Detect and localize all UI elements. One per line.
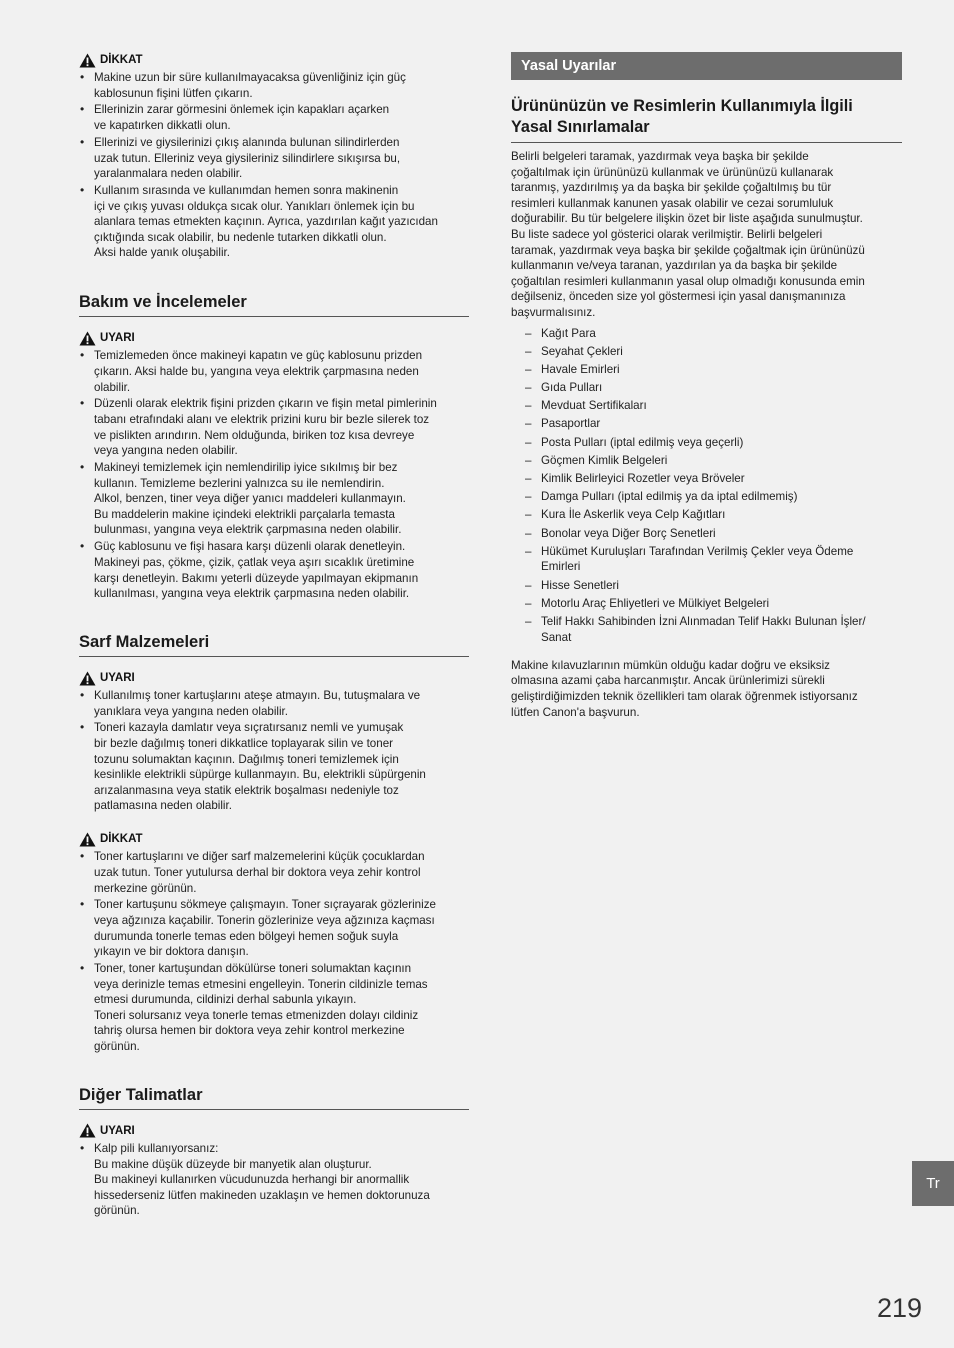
text-line: – Kura İle Askerlik veya Celp Kağıtları bbox=[541, 508, 726, 522]
text-line: – Hükümet Kuruluşları Tarafından Verilmiş Çekler veya Ödeme bbox=[541, 544, 854, 558]
text-line: – Motorlu Araç Ehliyetleri ve Mülkiyet Belgeleri bbox=[541, 596, 770, 610]
text-line: • Makine uzun bir süre kullanılmayacaksa güvenliğiniz için güç bbox=[94, 71, 406, 84]
restricted-documents-list bbox=[511, 326, 902, 646]
list-item bbox=[79, 961, 469, 1055]
text-line: çıktığında sıcak olabilir, bu nedenle tutarken dikkatli olun. bbox=[94, 230, 387, 244]
text-line: • Ellerinizin zarar görmesini önlemek için kapakları açarken bbox=[94, 103, 390, 117]
text-line: Bu maddelerin makine içindeki elektrikli parçalarla temasta bbox=[94, 507, 395, 521]
text-line: etmesi durumunda, cildinizi derhal sabunla yıkayın. bbox=[94, 993, 357, 1007]
text-line: alanlara temas etmekten kaçının. Ayrıca, yazdırılan kağıt yazıcıdan bbox=[94, 215, 438, 229]
caution-list bbox=[79, 70, 469, 261]
text-line: – Kimlik Belirleyici Rozetler veya Bröveler bbox=[541, 472, 745, 486]
warning-triangle-icon bbox=[79, 671, 96, 686]
section-title-other: Diğer Talimatlar bbox=[79, 1086, 469, 1110]
text-line: lütfen Canon'a başvurun. bbox=[511, 705, 640, 719]
text-line: kullanılması, yangına veya elektrik çarpmasına neden olabilir. bbox=[94, 587, 410, 601]
text-line: • Ellerinizi ve giysilerinizi çıkış alanında bulunan silindirlerden bbox=[94, 135, 400, 149]
text-line: – Pasaportlar bbox=[541, 417, 601, 431]
list-item bbox=[79, 70, 469, 101]
text-line: • Güç kablosunu ve fişi hasara karşı düzenli olarak denetleyin. bbox=[94, 540, 406, 554]
warning-label: UYARI bbox=[100, 1124, 135, 1137]
warning-block-maintenance bbox=[79, 330, 469, 601]
text-line: • Kalp pili kullanıyorsanız: bbox=[94, 1141, 219, 1155]
text-line: Aksi halde yanık oluşabilir. bbox=[94, 246, 230, 260]
text-line: veya yangına neden olabilir. bbox=[94, 444, 238, 458]
list-item bbox=[79, 102, 469, 133]
legal-intro bbox=[511, 149, 902, 321]
legal-closing bbox=[511, 658, 902, 720]
warning-list bbox=[79, 688, 469, 814]
text-line: – Kağıt Para bbox=[541, 326, 596, 340]
warning-header bbox=[79, 1123, 469, 1139]
text-line: yaralanmalara neden olabilir. bbox=[94, 167, 243, 181]
warning-label: UYARI bbox=[100, 672, 135, 684]
warning-header bbox=[79, 670, 469, 686]
list-item bbox=[79, 396, 469, 458]
text-line: • Kullanılmış toner kartuşlarını ateşe atmayın. Bu, tutuşmalara ve bbox=[94, 689, 421, 702]
list-item bbox=[511, 507, 902, 523]
list-item bbox=[511, 435, 902, 451]
section-banner: Yasal Uyarılar bbox=[511, 52, 902, 80]
text-line: Emirleri bbox=[541, 560, 581, 574]
warning-list bbox=[79, 348, 469, 601]
list-item bbox=[511, 489, 902, 505]
text-line: Bu makineyi kullanırken vücudunuzda herhangi bir anormallik bbox=[94, 1173, 410, 1187]
list-item bbox=[79, 460, 469, 538]
text-line: – Bonolar veya Diğer Borç Senetleri bbox=[541, 526, 716, 540]
list-item bbox=[79, 720, 469, 814]
page-number: 219 bbox=[876, 1293, 922, 1323]
text-line: bir bezle dağılmış toneri dikkatlice toplayarak silin ve toner bbox=[94, 737, 394, 751]
warning-triangle-icon bbox=[79, 832, 96, 847]
text-line: hissederseniz lütfen makineden uzaklaşın ve hemen doktorunuza bbox=[94, 1188, 430, 1202]
section-title-consumables: Sarf Malzemeleri bbox=[79, 633, 469, 657]
text-line: kullanın. Temizleme bezlerini yalnızca su ile nemlendirin. bbox=[94, 476, 385, 490]
caution-label: DİKKAT bbox=[100, 833, 143, 846]
list-item bbox=[511, 596, 902, 612]
text-line: taranmış, yazdırılmış ya da başka bir şekilde çoğaltılmış bu tür bbox=[511, 181, 832, 195]
language-tab[interactable]: Tr bbox=[912, 1161, 954, 1206]
list-item bbox=[511, 453, 902, 469]
text-line: resimleri kullanmak kanunen yasak olabilir ve cezai sorumluluk bbox=[511, 196, 834, 210]
text-line: – Posta Pulları (iptal edilmiş veya geçerli) bbox=[541, 435, 744, 449]
caution-list bbox=[79, 849, 469, 1054]
legal-heading-line: Ürününüzün ve Resimlerin Kullanımıyla İlgili bbox=[511, 97, 853, 115]
text-line: Alkol, benzen, tiner veya diğer yanıcı maddeleri kullanmayın. bbox=[94, 492, 406, 506]
caution-block-consumables bbox=[79, 831, 469, 1054]
caution-header bbox=[79, 831, 469, 847]
list-item bbox=[511, 614, 902, 645]
text-line: • Temizlemeden önce makineyi kapatın ve güç kablosunu prizden bbox=[94, 349, 423, 363]
text-line: • Toner, toner kartuşundan dökülürse toneri solumaktan kaçının bbox=[94, 962, 412, 976]
text-line: – Hisse Senetleri bbox=[541, 578, 619, 592]
list-item bbox=[511, 398, 902, 414]
left-column bbox=[79, 52, 469, 1220]
warning-label: UYARI bbox=[100, 332, 135, 345]
text-line: kesinlikle elektrikli süpürge kullanmayın. Bu, elektrikli süpürgenin bbox=[94, 768, 426, 782]
list-item bbox=[79, 539, 469, 601]
text-line: karşı denetleyin. Bakımı yeterli düzeyde yapılmayan ekipmanın bbox=[94, 571, 419, 585]
text-line: – Havale Emirleri bbox=[541, 362, 620, 376]
text-line: Toneri solursanız veya tonerle temas etmenizden dolayı cildiniz bbox=[94, 1008, 419, 1022]
text-line: Belirli belgeleri taramak, yazdırmak veya başka bir şekilde bbox=[511, 150, 809, 163]
text-line: • Toner kartuşunu sökmeye çalışmayın. Toner sıçrayarak gözlerinize bbox=[94, 898, 436, 912]
list-item bbox=[79, 849, 469, 896]
text-line: • Kullanım sırasında ve kullanımdan hemen sonra makinenin bbox=[94, 184, 399, 198]
list-item bbox=[511, 362, 902, 378]
text-line: – Telif Hakkı Sahibinden İzni Alınmadan Telif Hakkı Bulunan İşler/ bbox=[541, 614, 866, 628]
warning-list bbox=[79, 1141, 469, 1219]
list-item bbox=[79, 1141, 469, 1219]
warning-block-other bbox=[79, 1123, 469, 1219]
text-line: Bu liste sadece yol gösterici olarak verilmiştir. Belirli belgeleri bbox=[511, 227, 823, 241]
text-line: • Toneri kazayla damlatır veya sıçratırsanız nemli ve yumuşak bbox=[94, 721, 404, 735]
text-line: • Makineyi temizlemek için nemlendirilip iyice sıkılmış bir bez bbox=[94, 461, 398, 475]
text-line: çoğaltılan resimleri kullanmanın yasal olup olmadığı konusunda emin bbox=[511, 274, 865, 288]
text-line: yıkayın ve bir doktora danışın. bbox=[94, 945, 249, 959]
text-line: taramak, yazdırmak veya başka bir şekilde çoğaltmak için ürününüzü bbox=[511, 243, 865, 257]
text-line: kullanmanın ve/veya taranan, yazdırılan ya da başka bir şekilde bbox=[511, 259, 838, 273]
text-line: içi ve çıkış yuvası oldukça sıcak olur. Yanıkları önlemek için bu bbox=[94, 199, 415, 213]
text-line: – Mevduat Sertifikaları bbox=[541, 399, 647, 413]
list-item bbox=[79, 348, 469, 395]
text-line: – Gıda Pulları bbox=[541, 381, 603, 395]
text-line: • Toner kartuşlarını ve diğer sarf malzemelerini küçük çocuklardan bbox=[94, 850, 425, 864]
warning-triangle-icon bbox=[79, 53, 96, 68]
text-line: görünün. bbox=[94, 1204, 140, 1218]
text-line: durumunda tonerle temas eden bölgeyi hemen soğuk suyla bbox=[94, 929, 399, 943]
text-line: veya derinizle temas etmesini engelleyin. Tonerin cildinizle temas bbox=[94, 977, 428, 991]
list-item bbox=[511, 344, 902, 360]
text-line: uzak tutun. Toner yutulursa derhal bir doktora veya zehir kontrol bbox=[94, 865, 421, 879]
list-item bbox=[511, 416, 902, 432]
warning-block-consumables bbox=[79, 670, 469, 814]
list-item bbox=[511, 471, 902, 487]
text-line: çoğaltılmak için ürününüzü kullanmak ve ürününüzü kullanarak bbox=[511, 165, 834, 179]
list-item bbox=[79, 897, 469, 959]
list-item bbox=[511, 544, 902, 575]
text-line: yanıklara veya yangına neden olabilir. bbox=[94, 704, 289, 718]
text-line: Makineyi pas, çökme, çizik, çatlak veya aşırı sıcaklık üretimine bbox=[94, 555, 415, 569]
text-line: geliştirdiğimizden teknik özellikleri tam olarak öğrenmek istiyorsanız bbox=[511, 689, 858, 703]
list-item bbox=[511, 526, 902, 542]
text-line: kablosunun fişini lütfen çıkarın. bbox=[94, 86, 253, 100]
text-line: – Damga Pulları (iptal edilmiş ya da iptal edilmemiş) bbox=[541, 490, 798, 504]
right-column bbox=[511, 52, 902, 720]
text-line: uzak tutun. Elleriniz veya giysileriniz silindirlere sıkışırsa bu, bbox=[94, 151, 401, 165]
text-line: • Düzenli olarak elektrik fişini prizden çıkarın ve fişin metal pimlerinin bbox=[94, 397, 437, 411]
section-title-maintenance: Bakım ve İncelemeler bbox=[79, 293, 469, 317]
list-item bbox=[79, 135, 469, 182]
text-line: merkezine görünün. bbox=[94, 881, 197, 895]
text-line: Sanat bbox=[541, 630, 572, 644]
text-line: olabilir. bbox=[94, 380, 131, 394]
text-line: tahriş olursa hemen bir doktora veya zehir kontrol merkezine bbox=[94, 1024, 405, 1038]
caution-header bbox=[79, 52, 469, 68]
text-line: – Göçmen Kimlik Belgeleri bbox=[541, 453, 668, 467]
text-line: tabanı etrafındaki alanı ve elektrik prizini kuru bir bezle silerek toz bbox=[94, 412, 430, 426]
list-item bbox=[511, 326, 902, 342]
warning-header bbox=[79, 330, 469, 346]
caution-block-general bbox=[79, 52, 469, 261]
text-line: olmasına azami çaba harcanmıştır. Ancak ürünlerimizi sürekli bbox=[511, 674, 825, 688]
list-item bbox=[79, 688, 469, 719]
text-line: çıkarın. Aksi halde bu, yangına veya elektrik çarpmasına neden bbox=[94, 364, 419, 378]
legal-heading-line: Yasal Sınırlamalar bbox=[511, 118, 650, 136]
text-line: veya ağzınıza kaçabilir. Tonerin gözlerinize veya ağzınıza kaçması bbox=[94, 914, 435, 928]
text-line: başvurmalısınız. bbox=[511, 305, 596, 319]
text-line: tozunu solumaktan kaçının. Dağılmış toneri temizlemek için bbox=[94, 752, 399, 766]
text-line: ve pislikten arındırın. Nem olduğunda, biriken toz kısa devreye bbox=[94, 428, 415, 442]
text-line: bulunması, yangına veya elektrik çarpmasına neden olabilir. bbox=[94, 523, 402, 537]
warning-triangle-icon bbox=[79, 1123, 96, 1138]
warning-triangle-icon bbox=[79, 331, 96, 346]
list-item bbox=[511, 578, 902, 594]
text-line: görünün. bbox=[94, 1040, 140, 1054]
text-line: arızalanmasına veya statik elektrik boşalması nedeniyle toz bbox=[94, 783, 399, 797]
text-line: ve kapatırken dikkatli olun. bbox=[94, 119, 231, 133]
text-line: Makine kılavuzlarının mümkün olduğu kadar doğru ve eksiksiz bbox=[511, 658, 830, 672]
text-line: değilseniz, önceden size yol göstermesi için yasal danışmanınıza bbox=[511, 290, 846, 304]
text-line: patlamasına neden olabilir. bbox=[94, 799, 232, 813]
list-item bbox=[79, 183, 469, 261]
text-line: Bu makine düşük düzeyde bir manyetik alan oluşturur. bbox=[94, 1157, 372, 1171]
text-line: – Seyahat Çekleri bbox=[541, 344, 623, 358]
text-line: doğurabilir. Bu tür belgelere ilişkin özet bir liste aşağıda sunulmuştur. bbox=[511, 212, 863, 226]
list-item bbox=[511, 380, 902, 396]
caution-label: DİKKAT bbox=[100, 54, 143, 66]
legal-heading bbox=[511, 96, 902, 143]
